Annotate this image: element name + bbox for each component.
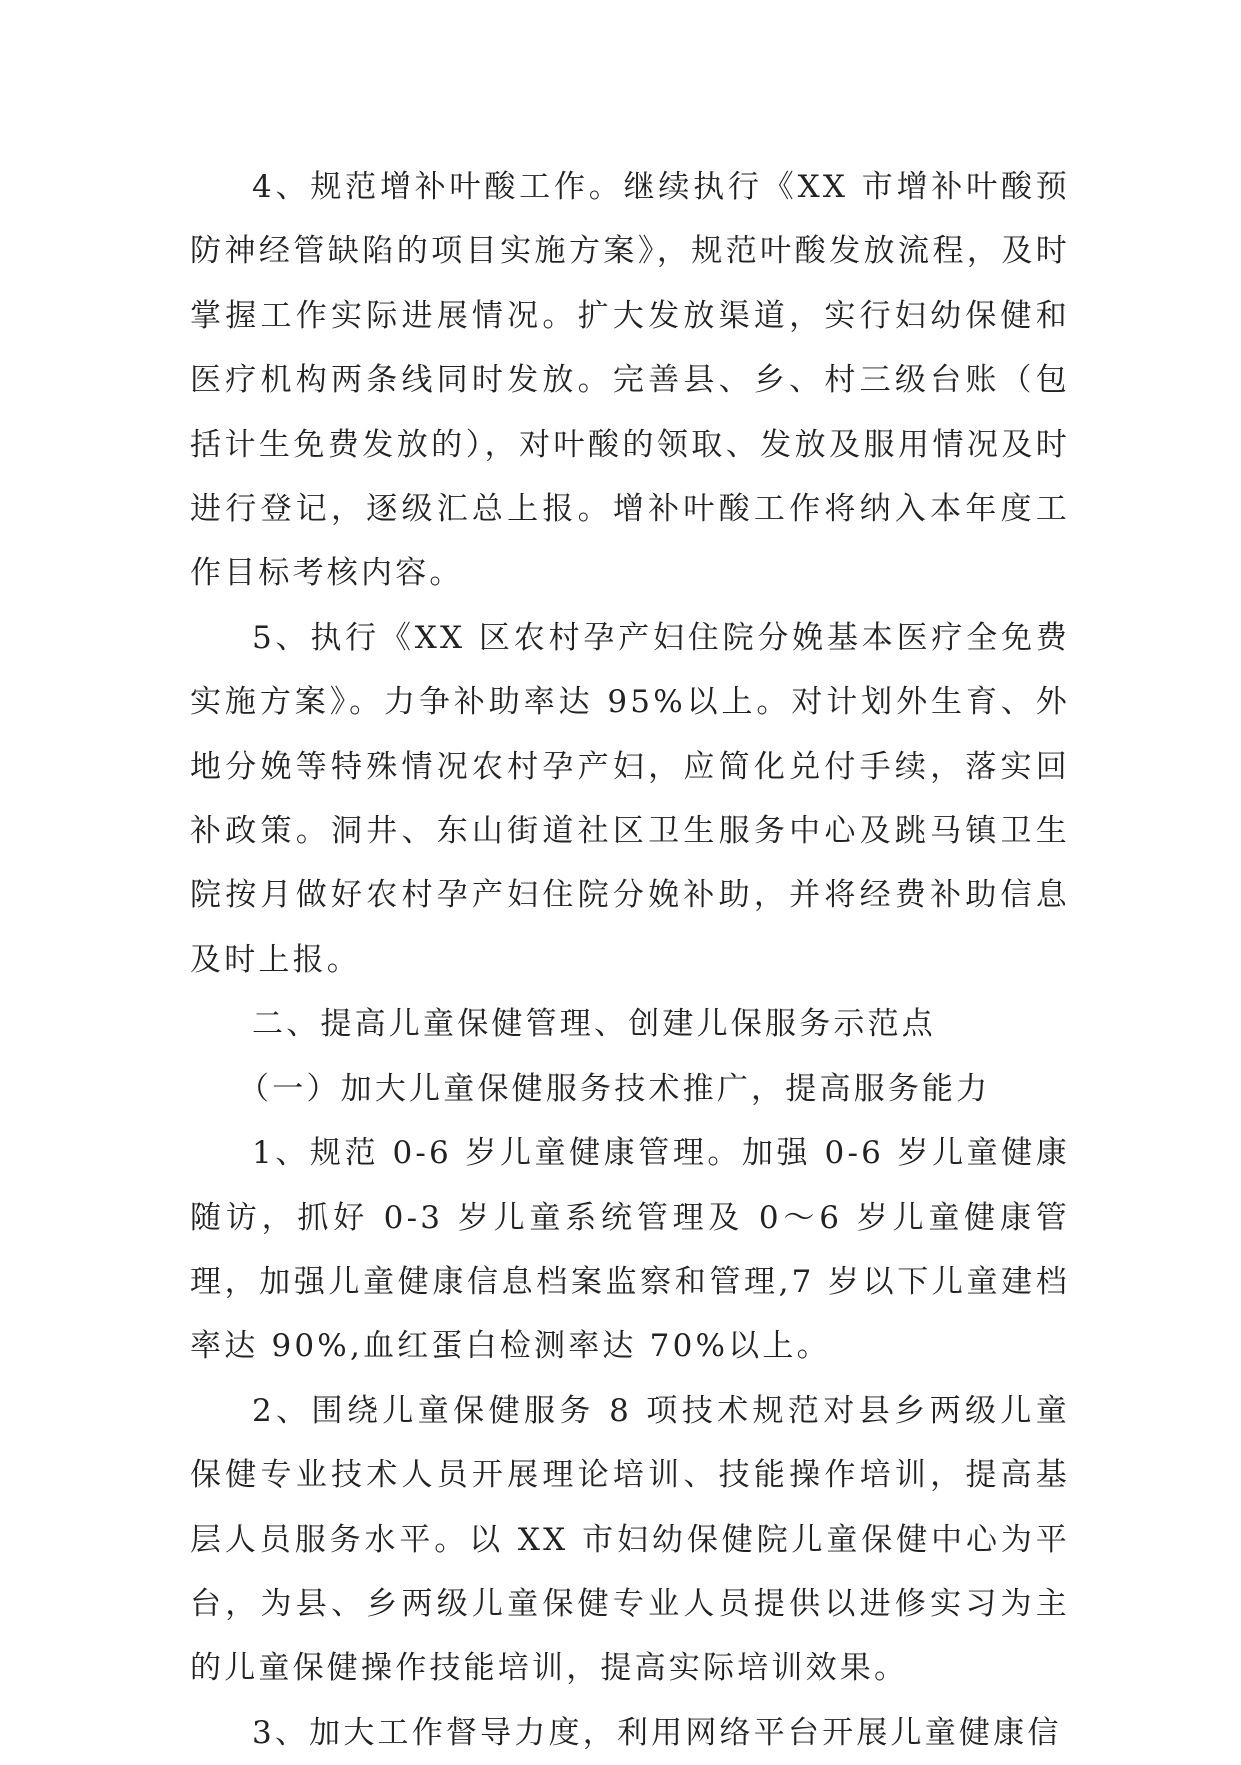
document-page <box>190 155 1070 1765</box>
paragraph-folic-acid: 4、规范增补叶酸工作。继续执行《XX 市增补叶酸预防神经管缺陷的项目实施方案》，规范叶酸发放流程，及时掌握工作实际进展情况。扩大发放渠道，实行妇幼保健和医疗机构两条线同时发放。完善县、乡、村三级台账（包括计生免费发放的），对叶酸的领取、发放及服用情况及时进行登记，逐级汇总上报。增补叶酸工作将纳入本年度工作目标考核内容。 <box>190 169 1070 592</box>
subsection-heading-technology: （一）加大儿童保健服务技术推广，提高服务能力 <box>238 1070 991 1107</box>
paragraph-supervision: 3、加大工作督导力度，利用网络平台开展儿童健康信 <box>252 1714 1062 1751</box>
paragraph-delivery-subsidy: 5、执行《XX 区农村孕产妇住院分娩基本医疗全免费实施方案》。力争补助率达 95%以上。对计划外生育、外地分娩等特殊情况农村孕产妇，应简化兑付手续，落实回补政策。洞井、东山街道社区卫生服务中心及跳马镇卫生院按月做好农村孕产妇住院分娩补助，并将经费补助信息及时上报。 <box>190 619 1070 978</box>
section-heading-child-health: 二、提高儿童保健管理、创建儿保服务示范点 <box>252 1006 936 1043</box>
paragraph-child-management: 1、规范 0-6 岁儿童健康管理。加强 0-6 岁儿童健康随访，抓好 0-3 岁儿童系统管理及 0～6 岁儿童健康管理，加强儿童健康信息档案监察和管理,7 岁以下儿童建档率达 90%,血红蛋白检测率达 70%以上。 <box>190 1135 1070 1365</box>
paragraph-training: 2、围绕儿童保健服务 8 项技术规范对县乡两级儿童保健专业技术人员开展理论培训、技能操作培训，提高基层人员服务水平。以 XX 市妇幼保健院儿童保健中心为平台，为县、乡两级儿童保健专业人员提供以进修实习为主的儿童保健操作技能培训，提高实际培训效果。 <box>190 1392 1070 1687</box>
